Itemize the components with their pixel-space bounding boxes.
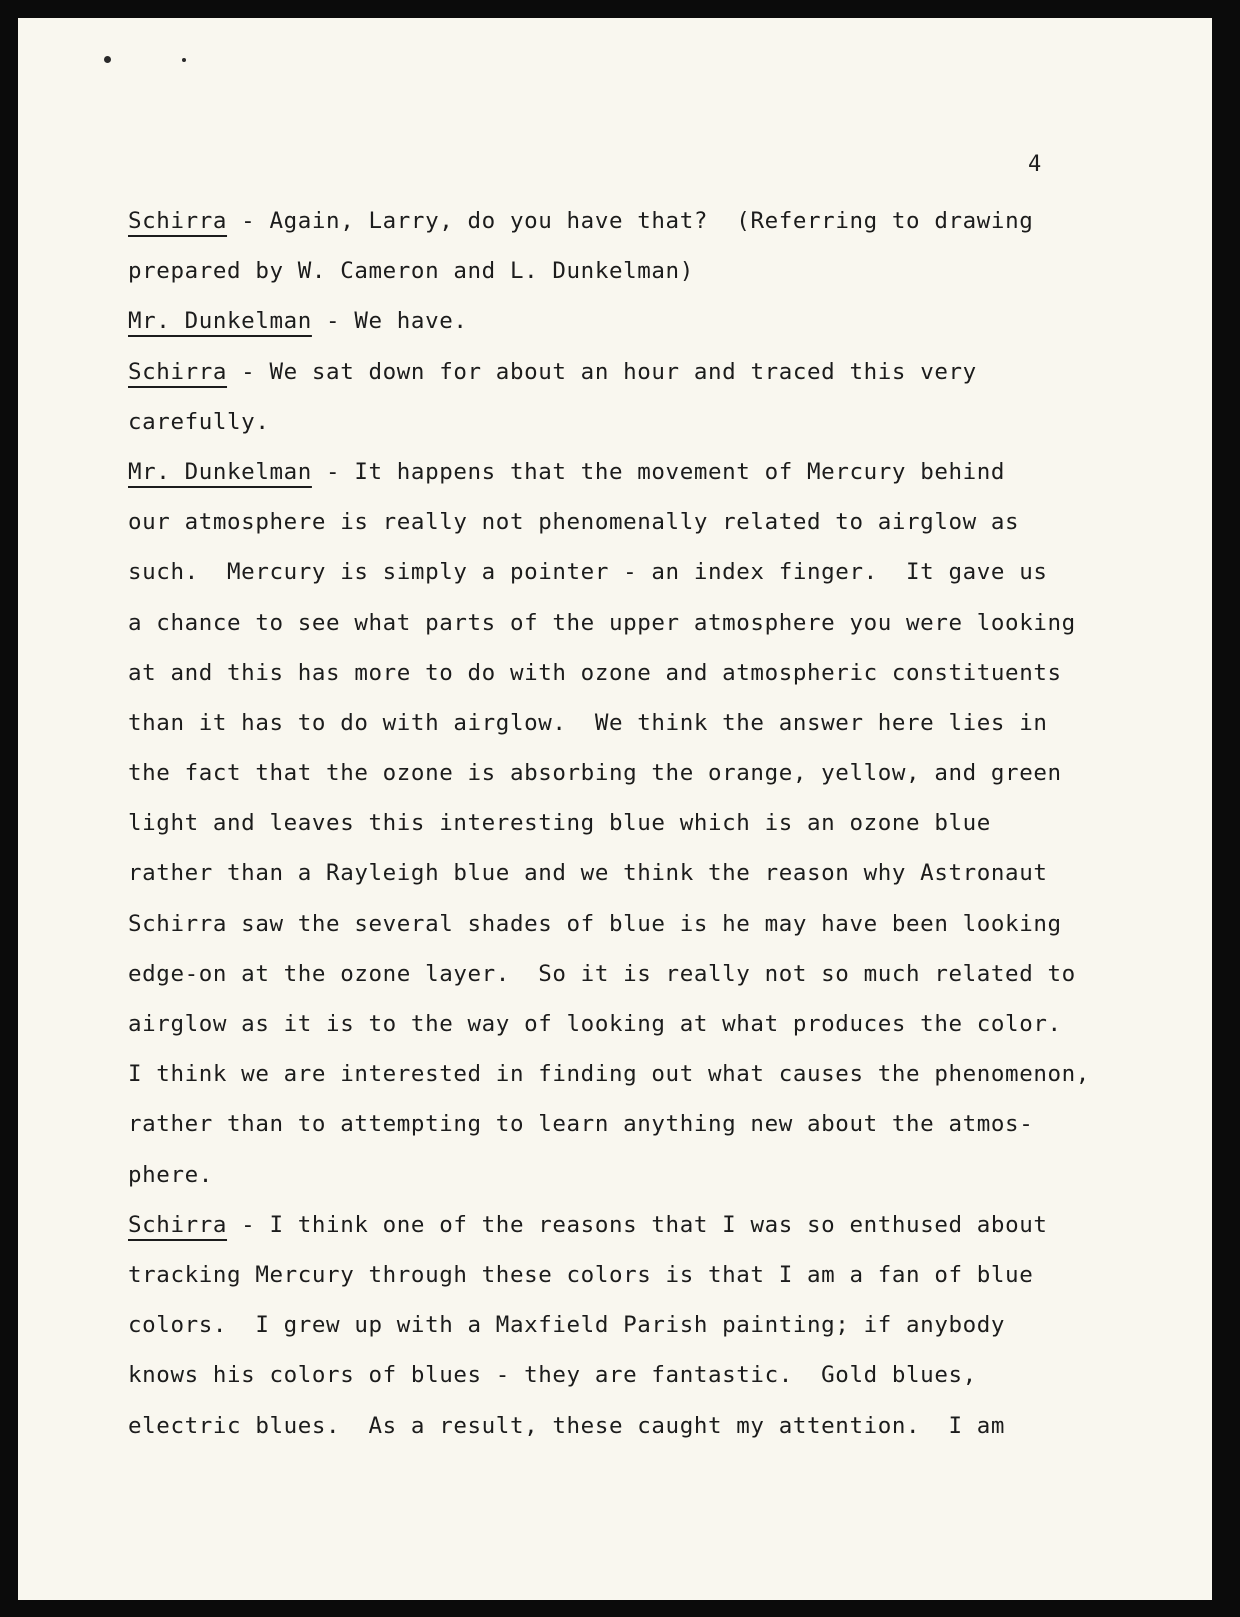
line-text: rather than a Rayleigh blue and we think the reason why Astronaut [128, 860, 1048, 887]
text-line [128, 397, 1178, 447]
line-text: phere. [128, 1161, 213, 1188]
line-text: our atmosphere is really not phenomenally related to airglow as [128, 509, 1020, 536]
line-text: I think we are interested in finding out what causes the phenomenon, [128, 1061, 1090, 1088]
text-line [128, 1401, 1178, 1451]
text-line [128, 1049, 1178, 1099]
text-line [128, 1150, 1178, 1200]
speaker-name: Schirra [128, 1211, 228, 1238]
text-line [128, 447, 1178, 497]
speaker-name: Schirra [128, 208, 228, 234]
line-text: - We sat down for about an hour and traced this very [227, 358, 977, 385]
line-text: - It happens that the movement of Mercury behind [311, 458, 1006, 485]
text-line [128, 196, 1178, 246]
text-line [128, 547, 1178, 597]
transcript-body [128, 196, 1178, 1451]
line-text: - Again, Larry, do you have that? (Referring to drawing [227, 208, 1034, 234]
document-page [18, 18, 1212, 1600]
line-text: edge-on at the ozone layer. So it is really not so much related to [128, 960, 1076, 987]
line-text: Schirra saw the several shades of blue is he may have been looking [128, 910, 1062, 937]
line-text: - I think one of the reasons that I was so enthused about [227, 1211, 1048, 1238]
text-line [128, 246, 1178, 296]
text-line [128, 698, 1178, 748]
line-text: tracking Mercury through these colors is that I am a fan of blue [128, 1261, 1034, 1288]
text-line [128, 848, 1178, 898]
speaker-name: Schirra [128, 358, 228, 385]
text-line [128, 1300, 1178, 1350]
page-number: 4 [1028, 152, 1042, 177]
line-text: light and leaves this interesting blue which is an ozone blue [128, 810, 991, 837]
punch-mark [104, 56, 111, 63]
line-text: the fact that the ozone is absorbing the orange, yellow, and green [128, 760, 1062, 787]
text-line [128, 347, 1178, 397]
text-line [128, 1099, 1178, 1149]
line-text: - We have. [311, 308, 468, 335]
text-line [128, 999, 1178, 1049]
text-line [128, 598, 1178, 648]
text-line [128, 648, 1178, 698]
punch-mark [182, 58, 186, 62]
line-text: colors. I grew up with a Maxfield Parish painting; if anybody [128, 1312, 1006, 1339]
line-text: a chance to see what parts of the upper atmosphere you were looking [128, 609, 1076, 636]
speaker-name: Mr. Dunkelman [128, 308, 312, 335]
text-line [128, 798, 1178, 848]
speaker-name: Mr. Dunkelman [128, 458, 312, 485]
line-text: carefully. [128, 408, 270, 435]
line-text: at and this has more to do with ozone and atmospheric constituents [128, 659, 1062, 686]
text-line [128, 1250, 1178, 1300]
text-line [128, 1200, 1178, 1250]
line-text: than it has to do with airglow. We think the answer here lies in [128, 709, 1048, 736]
line-text: such. Mercury is simply a pointer - an index finger. It gave us [128, 559, 1048, 586]
text-line [128, 949, 1178, 999]
text-line [128, 497, 1178, 547]
line-text: electric blues. As a result, these caught my attention. I am [128, 1412, 1006, 1439]
line-text: airglow as it is to the way of looking at what produces the color. [128, 1011, 1062, 1037]
line-text: prepared by W. Cameron and L. Dunkelman) [128, 258, 694, 285]
text-line [128, 899, 1178, 949]
text-line [128, 296, 1178, 346]
line-text: knows his colors of blues - they are fantastic. Gold blues, [128, 1362, 977, 1389]
line-text: rather than to attempting to learn anything new about the atmos- [128, 1111, 1034, 1138]
text-line [128, 748, 1178, 798]
text-line [128, 1350, 1178, 1400]
